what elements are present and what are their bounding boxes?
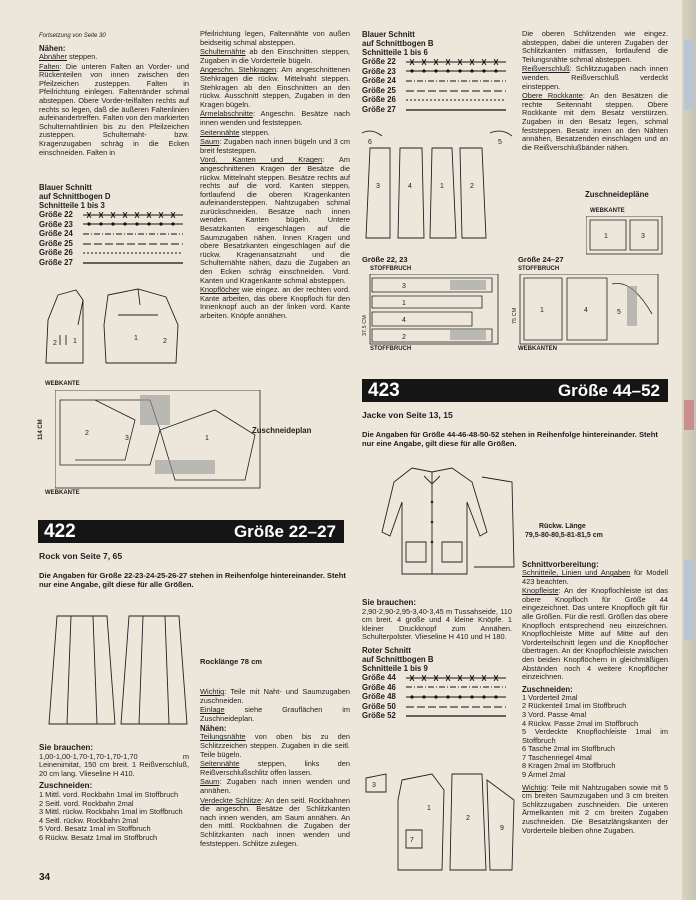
svg-text:1: 1 (134, 335, 138, 342)
svg-text:2: 2 (402, 334, 406, 341)
zuschneideplan-label: Zuschneideplan (252, 426, 312, 435)
jacket-flat-sketch (38, 285, 188, 370)
sec422-instructions: Wichtig: Teile mit Naht- und Saumzugaben zuschneiden. Einlage siehe Grauflächen im Zuschneideplan. Nähen: Teilungsnähte von oben bis zu den Schlitzzeichen steppen. Zugaben in die seitl. Teile bügeln. Seitennähte steppen, links den Reißverschlußschlitz offen lassen. Saum: Zugaben nach innen wenden und annähen. Verdeckte Schlitze: An den seitl. Rockbahnen die angeschn. Besätze der Schlitzkanten nach innen wenden, am Saum annähen. An den mittl. Rockbahnen die Zugaben der Schlitzkanten nach innen wenden und feststeppen. Schlitze zulegen. (200, 687, 350, 848)
svg-text:2: 2 (163, 338, 167, 345)
svg-text:3: 3 (402, 283, 406, 290)
legend-sub: auf Schnittbogen D (39, 192, 111, 201)
sie-brauchen-heading-423: Sie brauchen: (362, 598, 417, 607)
svg-text:1: 1 (427, 805, 431, 812)
stoffbruch-a-top: STOFFBRUCH (370, 266, 412, 272)
webkante-col4: WEBKANTE (590, 208, 625, 214)
svg-text:3: 3 (125, 435, 129, 442)
page-edge (682, 0, 696, 900)
svg-text:1: 1 (440, 183, 444, 190)
svg-text:1: 1 (540, 307, 544, 314)
svg-text:9: 9 (500, 825, 504, 832)
col4-text: Die oberen Schlitzenden wie eingez. absteppen, dabei die unteren Zugaben der Schlitzkanten mitfassen, fortlaufend die Teilungsnähte schmal absteppen. Reißverschluß: Schlitzzugaben nach innen wenden. Reißverschluß verdeckt einsteppen. Obere Rockkante: An den Besätzen die rechte Seitennaht steppen. Obere Rockkante mit dem Besatz verstürzen. Zugaben in den Besatz legen, schmal feststeppen. Besatz innen an den Nähten annähen, Besatzenden einschlagen und an die Reißverschlußbänder nähen. (522, 29, 668, 152)
webkante-bottom: WEBKANTE (45, 490, 80, 496)
jacket-423-pattern-pieces (362, 770, 517, 880)
svg-text:1: 1 (604, 233, 608, 240)
red-legend-parts: Schnitteile 1 bis 9 (362, 663, 428, 673)
red-legend-sub: auf Schnittbogen B (362, 654, 434, 664)
legend-title: Blauer Schnitt (39, 183, 92, 192)
jacket-423-sketch (362, 462, 522, 587)
svg-text:75 CM: 75 CM (512, 307, 518, 324)
sec422-title: Rock von Seite 7, 65 (39, 551, 123, 561)
sie-brauchen-heading-422: Sie brauchen: (39, 743, 94, 752)
rocklaenge: Rocklänge 78 cm (200, 657, 263, 666)
section-size-422: Größe 22–27 (233, 522, 336, 541)
sec423-title: Jacke von Seite 13, 15 (362, 410, 453, 420)
svg-text:4: 4 (584, 307, 588, 314)
svg-text:37,5 CM: 37,5 CM (362, 315, 368, 336)
section-bar-423 (362, 379, 668, 402)
svg-text:6: 6 (368, 139, 372, 146)
stoffbruch-b: STOFFBRUCH (518, 266, 560, 272)
svg-text:4: 4 (402, 317, 406, 324)
svg-text:7: 7 (410, 837, 414, 844)
svg-text:1: 1 (205, 435, 209, 442)
vorbereitung-heading: Schnittvorbereitung: (522, 560, 599, 569)
section-bar-422 (38, 520, 344, 543)
sec423-instructions: Schnittvorbereitung: Schnitteile, Linien und Angaben für Modell 423 beachten. Knopfleiste: An der Knopflochleiste ist das obere Knopfloch für Größe 44 eingezeichnet. Das untere Knopfloch gilt für alle Größen. Für die restl. Größen das obere Knopfloch entsprechend neu einzeichnen. Knopflochleiste Mitte auf Mitte auf den Vorderteilschnitt legen und die Knopflöcher übertragen. An der Knopflochleiste zwischen den beiden Knopflöchern in gleichmäßigen Abständen noch 4 weitere Knopflöcher einzeichnen. Zuschneiden: 1 Vorderteil 2mal 2 Rückenteil 1mal im Stoffbruch 3 Vord. Passe 4mal 4 Rückw. Passe 2mal im Stoffbruch 5 Verdeckte Knopflochleiste 1mal im Stoffbruch 6 Tasche 2mal im Stoffbruch 7 Taschenriegel 4mal 8 Kragen 2mal im Stoffbruch 9 Ärmel 2mal Wichtig: Teile mit Nahtzugaben sowie mit 5 cm breiten Saumzugaben und 3 cm breiten Schlitzzugaben zuschneiden. Die unteren Ärmelkanten mit 2 cm breiten Zugaben zuschneiden. Die Besatzlängskanten der Vorderteile bleiben ohne Zugaben. (522, 560, 668, 835)
sec423-header (362, 410, 668, 448)
svg-text:2: 2 (85, 430, 89, 437)
skirt-flat-sketch (45, 612, 195, 730)
legend-b-sub: auf Schnittbogen B (362, 39, 434, 48)
section-size-423: Größe 44–52 (557, 381, 660, 400)
svg-text:2: 2 (53, 340, 57, 347)
legend-parts: Schnitteile 1 bis 3 (39, 201, 105, 210)
sec423-intro: Die Angaben für Größe 44-46-48-50-52 stehen in Reihenfolge hintereinander. Steht nur eine Angabe, gilt diese für alle Größen. (362, 430, 658, 448)
cutting-plan-a (362, 274, 502, 346)
svg-text:3: 3 (372, 782, 376, 789)
svg-text:3: 3 (641, 233, 645, 240)
size-b-label: Größe 24–27 (518, 255, 564, 264)
naehen-heading-422: Nähen: (200, 724, 227, 734)
size-lines: Größe 22 Größe 23 Größe 24 Größe 25 Größe 26 Größe 27 (39, 210, 189, 268)
rueckw-laenge: Rückw. Länge 79,5-80-80,5-81-81,5 cm (525, 523, 603, 539)
zuschneiden-heading-422: Zuschneiden: (39, 781, 93, 791)
webkanten-b: WEBKANTEN (518, 346, 557, 352)
webkante-top: WEBKANTE (45, 381, 80, 387)
sec422-materials: Sie brauchen: 1,00-1,00-1,70-1,70-1,70-1,70 m Leinenimitat, 150 cm breit. 1 Reißverschluß, 20 cm lang. Vlieseline H 410. Zuschneiden: 1 Mittl. vord. Rockbahn 1mal im Stoffbruch 2 Seitl. vord. Rockbahn 2mal 3 Mittl. rückw. Rockbahn 1mal im Stoffbruch 4 Seitl. rückw. Rockbahn 2mal 5 Vord. Besatz 1mal im Stoffbruch 6 Rückw. Besatz 1mal im Stoffbruch (39, 743, 189, 842)
legend-b-parts: Schnitteile 1 bis 6 (362, 48, 428, 57)
svg-text:3: 3 (376, 183, 380, 190)
size-lines-red: Größe 44 Größe 46 Größe 48 Größe 50 Größe 52 (362, 673, 512, 721)
sec422-header (39, 551, 349, 589)
col1-text: Nähen: Abnäher steppen. Falten: Die unteren Falten an Vorder- und Rückenteilen von innen zwischen den Pfeilzeichen zusteppen. Falten in Pfeilrichtung einlegen. Faltenränder schmal absteppen. Obere Vorder-teilfalten rechts auf rechts so legen, daß die äußeren Faltenlinien aufeinandertreffen. Falten von den markierten Schulternahtlinien bis zu den Pfeilzeichen zusteppen. Schulternaht- bzw. Kragenzugaben schräg in die Ecken einschneiden. Falten in (39, 44, 189, 157)
svg-text:1: 1 (73, 338, 77, 345)
blue-pattern-legend-b (362, 30, 512, 115)
sec423-materials: Sie brauchen: 2,90-2,90-2,95-3,40-3,45 m Tussahseide, 110 cm breit. 4 große und 4 kleine Knöpfe. 1 kleiner Druckknopf zum Annähen. Schulterpolster. Vlieseline H 410 und H 180. Roter Schnitt auf Schnittbogen B Schnitteile 1 bis 9 Größe 44 Größe 46 Größe 48 Größe 50 Größe 52 (362, 598, 512, 721)
size-a-label: Größe 22, 23 (362, 255, 408, 264)
svg-text:5: 5 (498, 139, 502, 146)
svg-text:2: 2 (470, 183, 474, 190)
cutting-plan-422 (55, 390, 265, 490)
page-number: 34 (39, 872, 51, 883)
col2-text: Pfeilrichtung legen, Faltennähte von außen beidseitig schmal absteppen. Schulternähte ab den Einschnitten steppen, Zugaben in die Vorderteile bügeln. Angeschn. Stehkragen: Am angeschnittenen Stehkragen die rückw. Mittelnaht steppen. Stehkragen ab den Einschnitten an den rückw. Ausschnitt steppen, Zugaben in den Kragen bügeln. Ärmelabschnitte: Angeschn. Besätze nach innen wenden und feststeppen. Seitennähte steppen. Saum: Zugaben nach innen bügeln und 3 cm breit feststeppen. Vord. Kanten und Kragen: Am angeschnittenen Kragen der Besätze die rückw. Mittelnaht steppen. Besätze rechts auf rechts auf die vord. Kanten steppen, fortlaufend die oberen Kragenkanten aufeinandersteppen. Nahtzugaben schmal zurückschneiden. Besätze nach innen wenden. Kanten bügeln. Untere Besatzkanten eingeschlagen auf die Saumzugaben nähen. Innen Kragen und obere Besatzkanten eingeschlagen auf die rückw. Kragenansatznaht und die Schulternähte nähen, dazu die Zugaben an den Ecken schräg einschneiden. Vord. Kanten und Kragenkante schmal absteppen. Knopflöcher wie eingez. an der rechten vord. Kante arbeiten, das obere Knopfloch für den Innenknopf auch an der linken vord. Kante arbeiten. Knöpfe annähen. (200, 29, 350, 320)
cm-label: 114 CM (38, 419, 44, 440)
cutting-plan-col4 (586, 216, 666, 256)
svg-text:5: 5 (617, 309, 621, 316)
zuschneideplaene-label: Zuschneidepläne (585, 190, 649, 199)
stoffbruch-a-bottom: STOFFBRUCH (370, 346, 412, 352)
sec422-intro: Die Angaben für Größe 22-23-24-25-26-27 stehen in Reihenfolge hintereinander. Steht nur eine Angabe, gilt diese für alle Größen. (39, 571, 346, 589)
svg-text:4: 4 (408, 183, 412, 190)
zuschneiden-heading-423: Zuschneiden: (522, 684, 573, 694)
cutting-plan-b (512, 274, 662, 346)
naehen-heading: Nähen: (39, 44, 66, 53)
svg-text:2: 2 (466, 815, 470, 822)
red-legend-title: Roter Schnitt (362, 645, 411, 655)
skirt-pattern-pieces (360, 128, 520, 248)
svg-text:1: 1 (402, 300, 406, 307)
size-lines-b: Größe 22 Größe 23 Größe 24 Größe 25 Größe 26 Größe 27 (362, 57, 512, 115)
section-number-423: 423 (368, 380, 400, 401)
blue-pattern-legend-d (39, 183, 189, 268)
continuation-note: Fortsetzung von Seite 30 (39, 33, 106, 39)
legend-b-title: Blauer Schnitt (362, 30, 415, 39)
section-number-422: 422 (44, 521, 76, 542)
